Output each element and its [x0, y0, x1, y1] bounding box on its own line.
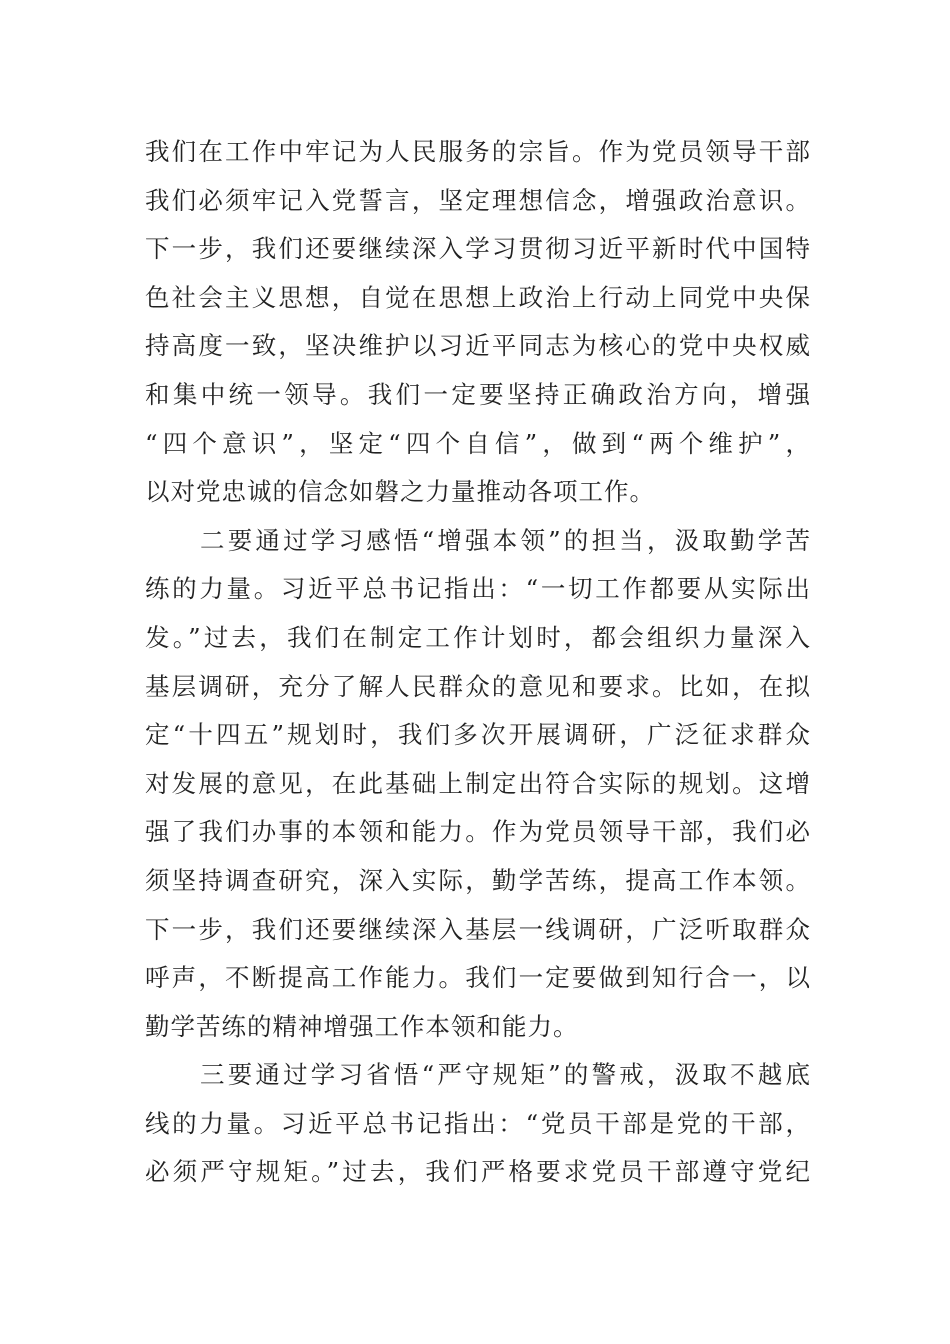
text-line: 须坚持调查研究，深入实际，勤学苦练，提高工作本领。	[145, 865, 810, 895]
text-line: 以对党忠诚的信念如磐之力量推动各项工作。	[145, 477, 655, 507]
text-line: 呼声，不断提高工作能力。我们一定要做到知行合一，以	[145, 963, 810, 993]
text-line: 下一步，我们还要继续深入基层一线调研，广泛听取群众	[145, 914, 810, 944]
text-line: 勤学苦练的精神增强工作本领和能力。	[145, 1011, 579, 1041]
text-line: 定“十四五”规划时，我们多次开展调研，广泛征求群众	[145, 720, 810, 750]
text-line: 基层调研，充分了解人民群众的意见和要求。比如，在拟	[145, 671, 810, 701]
text-line: 色社会主义思想，自觉在思想上政治上行动上同党中央保	[145, 282, 810, 312]
paragraph-start-line: 三要通过学习省悟“严守规矩”的警戒，汲取不越底	[200, 1060, 810, 1090]
text-line: 发。”过去，我们在制定工作计划时，都会组织力量深入	[145, 622, 810, 652]
text-line: 必须严守规矩。”过去，我们严格要求党员干部遵守党纪	[145, 1157, 810, 1187]
text-line: 线的力量。习近平总书记指出：“党员干部是党的干部，	[145, 1108, 810, 1138]
text-line: 我们必须牢记入党誓言，坚定理想信念，增强政治意识。	[145, 185, 810, 215]
text-line: “四个意识”，坚定“四个自信”，做到“两个维护”，	[145, 428, 810, 458]
text-line: 强了我们办事的本领和能力。作为党员领导干部，我们必	[145, 817, 810, 847]
body-text	[145, 128, 810, 1197]
text-line: 下一步，我们还要继续深入学习贯彻习近平新时代中国特	[145, 234, 810, 264]
text-line: 对发展的意见，在此基础上制定出符合实际的规划。这增	[145, 768, 810, 798]
text-line: 和集中统一领导。我们一定要坚持正确政治方向，增强	[145, 379, 810, 409]
paragraph-start-line: 二要通过学习感悟“增强本领”的担当，汲取勤学苦	[200, 525, 810, 555]
text-line: 练的力量。习近平总书记指出：“一切工作都要从实际出	[145, 574, 810, 604]
text-line: 我们在工作中牢记为人民服务的宗旨。作为党员领导干部	[145, 137, 810, 166]
text-line: 持高度一致，坚决维护以习近平同志为核心的党中央权威	[145, 331, 810, 361]
